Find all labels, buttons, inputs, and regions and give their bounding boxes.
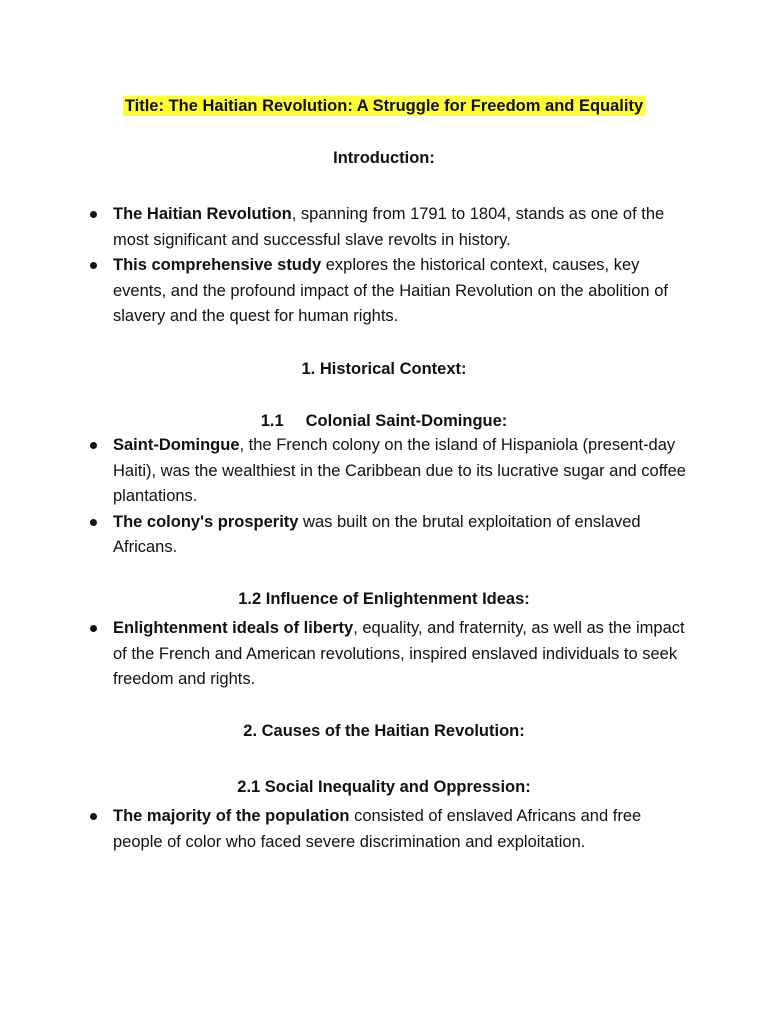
bullet-text: , spanning from 1791 to 1804, stands as one of the most significant and successful slave revolts in history.: [113, 205, 665, 249]
list-item: [90, 616, 690, 693]
section-number: 1.1: [260, 412, 284, 430]
bullet-icon: [90, 442, 97, 449]
list-item: [90, 510, 690, 561]
section2-1-heading: 2.1 Social Inequality and Oppression:: [237, 778, 531, 796]
bullet-icon: [90, 211, 97, 218]
section1-1-list: [90, 433, 690, 561]
bullet-bold-text: Enlightenment ideals of liberty: [113, 619, 354, 637]
list-item: [90, 202, 690, 253]
bullet-bold-text: The colony's prosperity: [113, 512, 299, 531]
title-highlight: Title: The Haitian Revolution: A Struggle for Freedom and Equality: [124, 97, 644, 115]
list-item: [90, 433, 690, 510]
section2-heading: 2. Causes of the Haitian Revolution:: [243, 722, 525, 740]
section-title: Colonial Saint-Domingue:: [305, 412, 508, 430]
introduction-heading: Introduction:: [333, 149, 435, 167]
list-item: [90, 804, 690, 855]
bullet-bold-text: Saint-Domingue: [113, 436, 240, 454]
bullet-text: consisted of enslaved Africans and free people of color who faced severe discrimination and exploitation.: [113, 807, 642, 851]
section1-2-heading: 1.2 Influence of Enlightenment Ideas:: [238, 590, 530, 608]
list-item: [90, 253, 690, 330]
document-title: [0, 95, 768, 117]
bullet-text: , the French colony on the island of Hispaniola (present-day Haiti), was the wealthiest in the Caribbean due to its lucrative sugar and coffee plantations.: [113, 436, 686, 505]
bullet-icon: [90, 625, 97, 632]
introduction-list: [90, 202, 690, 330]
section2-1-list: [90, 804, 690, 855]
bullet-text: explores the historical context, causes, key events, and the profound impact of the Haitian Revolution on the abolition of slavery and the quest for human rights.: [113, 256, 668, 325]
bullet-icon: [90, 519, 97, 526]
bullet-text: , equality, and fraternity, as well as the impact of the French and American revolutions, inspired enslaved individuals to seek freedom and rights.: [113, 619, 685, 688]
bullet-icon: [90, 813, 97, 820]
bullet-icon: [90, 262, 97, 269]
bullet-bold-text: The Haitian Revolution: [113, 205, 292, 223]
section1-2-list: [90, 616, 690, 693]
bullet-bold-text: The majority of the population: [113, 807, 350, 825]
bullet-text: was built on the brutal exploitation of enslaved Africans.: [113, 512, 641, 556]
section1-heading: 1. Historical Context:: [301, 360, 467, 378]
bullet-bold-text: This comprehensive study: [113, 256, 322, 274]
section1-1-heading: [0, 410, 768, 432]
